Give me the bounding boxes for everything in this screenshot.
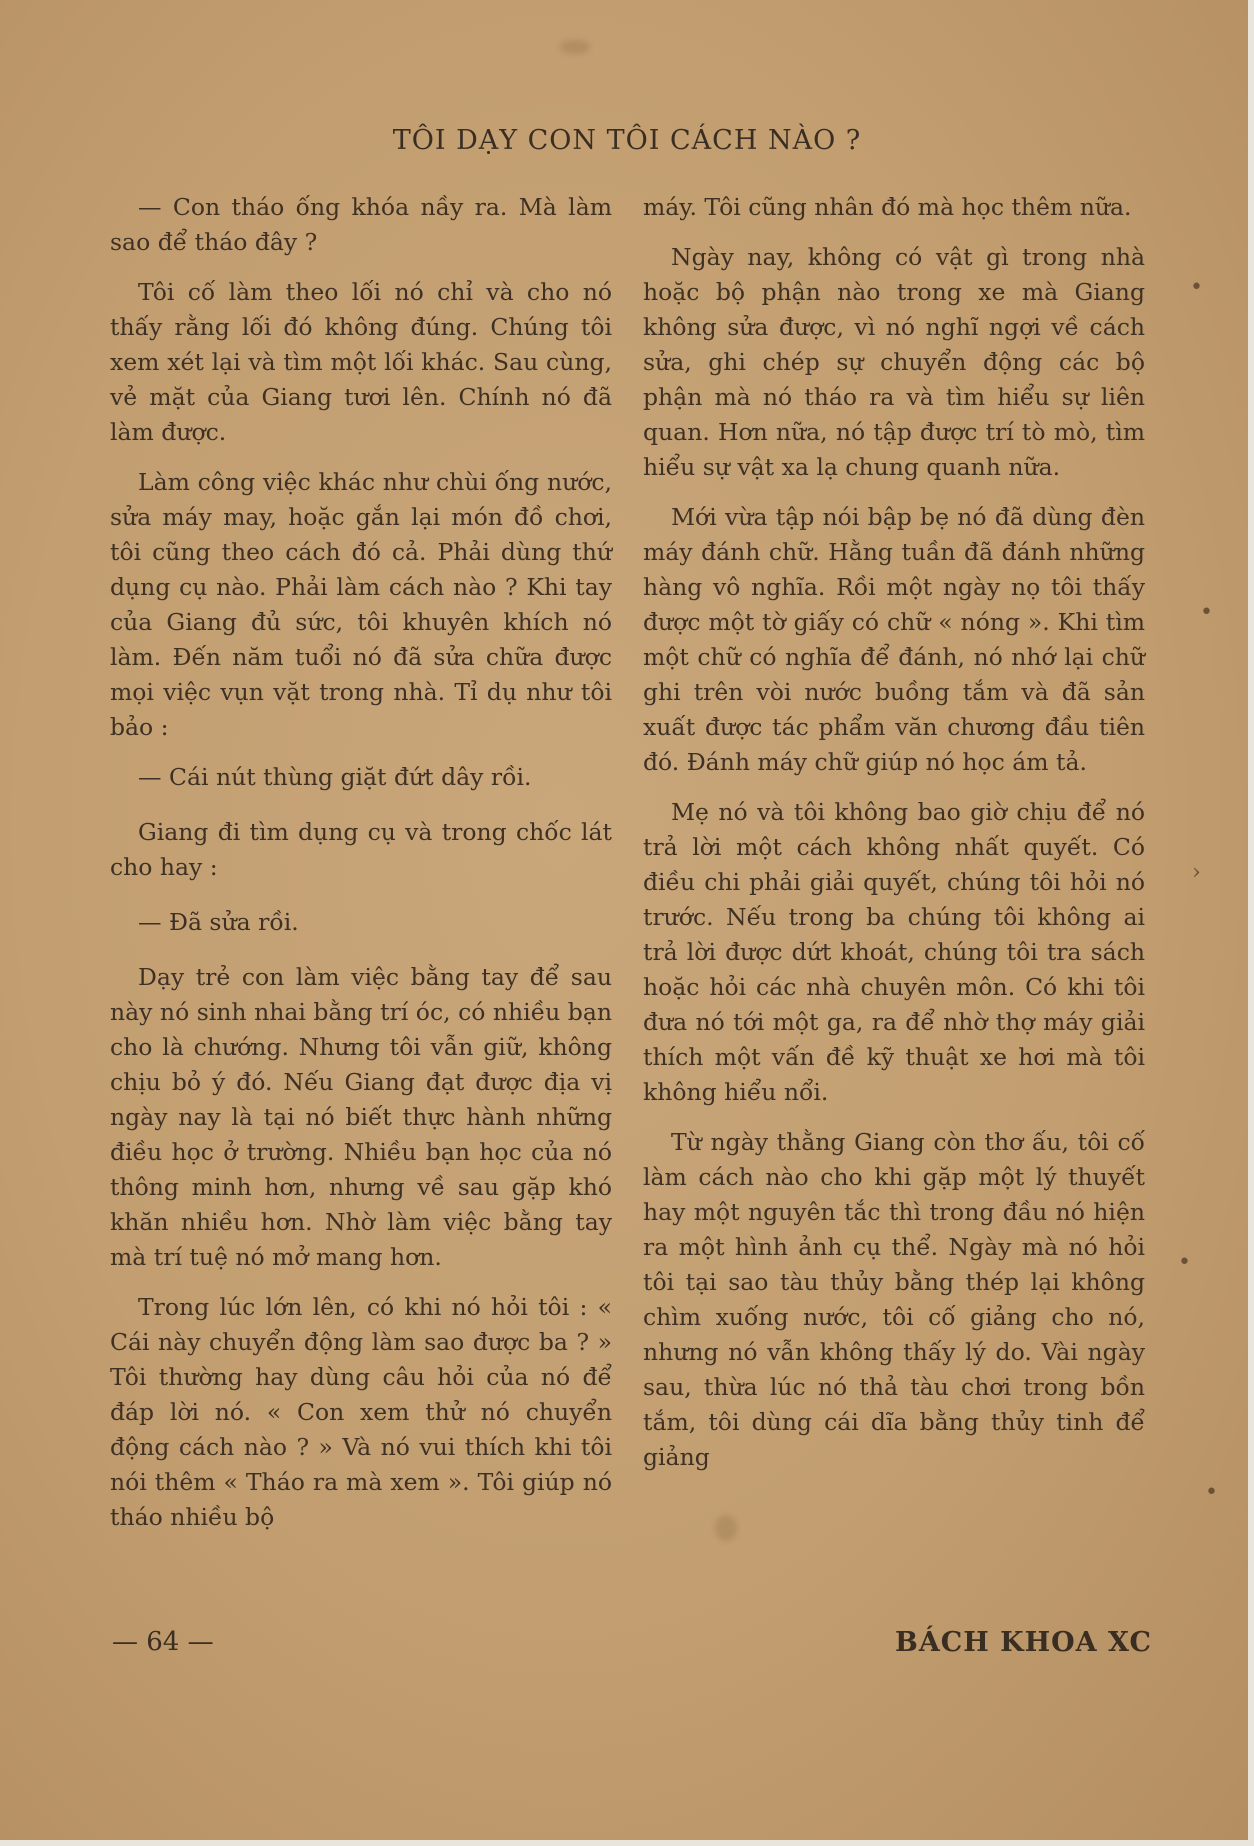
margin-mark: • <box>1178 1250 1191 1275</box>
paragraph: Ngày nay, không có vật gì trong nhà hoặc bộ phận nào trong xe mà Giang không sửa được, vì nó nghĩ ngợi về cách sửa, ghi chép sự chuyển động các bộ phận mà nó tháo ra và tìm hiểu sự liên quan. Hơn nữa, nó tập được trí tò mò, tìm hiểu sự vật xa lạ chung quanh nữa. <box>643 243 1145 481</box>
ink-stain <box>715 1515 737 1541</box>
margin-mark: • <box>1200 600 1213 625</box>
paragraph: — Con tháo ống khóa nầy ra. Mà làm sao để tháo đây ? <box>110 193 612 256</box>
dialogue-line: — Cái nút thùng giặt đứt dây rồi. <box>138 763 532 791</box>
margin-mark: › <box>1192 860 1201 885</box>
magazine-name: BÁCH KHOA XC <box>895 1627 1152 1658</box>
paragraph: Từ ngày thằng Giang còn thơ ấu, tôi cố làm cách nào cho khi gặp một lý thuyết hay một nguyên tắc thì trong đầu nó hiện ra một hình ảnh cụ thể. Ngày mà nó hỏi tôi tại sao tàu thủy bằng thép lại không chìm xuống nước, tôi cố giảng cho nó, nhưng nó vẫn không thấy lý do. Vài ngày sau, thừa lúc nó thả tàu chơi trong bồn tắm, tôi dùng cái dĩa bằng thủy tinh để giảng <box>643 1128 1145 1471</box>
paragraph: Mẹ nó và tôi không bao giờ chịu để nó trả lời một cách không nhất quyết. Có điều chi phải giải quyết, chúng tôi hỏi nó trước. Nếu trong ba chúng tôi không ai trả lời được dứt khoát, chúng tôi tra sách hoặc hỏi các nhà chuyên môn. Có khi tôi đưa nó tới một ga, ra để nhờ thợ máy giải thích một vấn đề kỹ thuật xe hơi mà tôi không hiểu nổi. <box>643 798 1145 1106</box>
ink-stain <box>560 40 590 54</box>
margin-mark: • <box>1190 275 1203 300</box>
left-column <box>110 190 612 1550</box>
paragraph: máy. Tôi cũng nhân đó mà học thêm nữa. <box>643 193 1132 221</box>
page-number: — 64 — <box>112 1627 214 1657</box>
right-column <box>643 190 1145 1490</box>
running-title: TÔI DẠY CON TÔI CÁCH NÀO ? <box>392 125 862 156</box>
paragraph: Giang đi tìm dụng cụ và trong chốc lát cho hay : <box>110 818 612 881</box>
margin-mark: • <box>1205 1480 1218 1505</box>
paragraph: Tôi cố làm theo lối nó chỉ và cho nó thấy rằng lối đó không đúng. Chúng tôi xem xét lại và tìm một lối khác. Sau cùng, vẻ mặt của Giang tươi lên. Chính nó đã làm được. <box>110 278 612 446</box>
paragraph: Dạy trẻ con làm việc bằng tay để sau này nó sinh nhai bằng trí óc, có nhiều bạn cho là chướng. Nhưng tôi vẫn giữ, không chịu bỏ ý đó. Nếu Giang đạt được địa vị ngày nay là tại nó biết thực hành những điều học ở trường. Nhiều bạn học của nó thông minh hơn, nhưng về sau gặp khó khăn nhiều hơn. Nhờ làm việc bằng tay mà trí tuệ nó mở mang hơn. <box>110 963 612 1271</box>
dialogue-line: — Đã sửa rồi. <box>138 908 299 936</box>
paragraph: Mới vừa tập nói bập bẹ nó đã dùng đèn máy đánh chữ. Hằng tuần đã đánh những hàng vô nghĩa. Rồi một ngày nọ tôi thấy được một tờ giấy có chữ « nóng ». Khi tìm một chữ có nghĩa để đánh, nó nhớ lại chữ ghi trên vòi nước buồng tắm và đã sản xuất được tác phẩm văn chương đầu tiên đó. Đánh máy chữ giúp nó học ám tả. <box>643 503 1145 776</box>
paragraph: Trong lúc lớn lên, có khi nó hỏi tôi : « Cái này chuyển động làm sao được ba ? » Tôi thường hay dùng câu hỏi của nó để đáp lời nó. « Con xem thử nó chuyển động cách nào ? » Và nó vui thích khi tôi nói thêm « Tháo ra mà xem ». Tôi giúp nó tháo nhiều bộ <box>110 1293 612 1531</box>
paragraph: Làm công việc khác như chùi ống nước, sửa máy may, hoặc gắn lại món đồ chơi, tôi cũng theo cách đó cả. Phải dùng thứ dụng cụ nào. Phải làm cách nào ? Khi tay của Giang đủ sức, tôi khuyên khích nó làm. Đến năm tuổi nó đã sửa chữa được mọi việc vụn vặt trong nhà. Tỉ dụ như tôi bảo : <box>110 468 612 741</box>
